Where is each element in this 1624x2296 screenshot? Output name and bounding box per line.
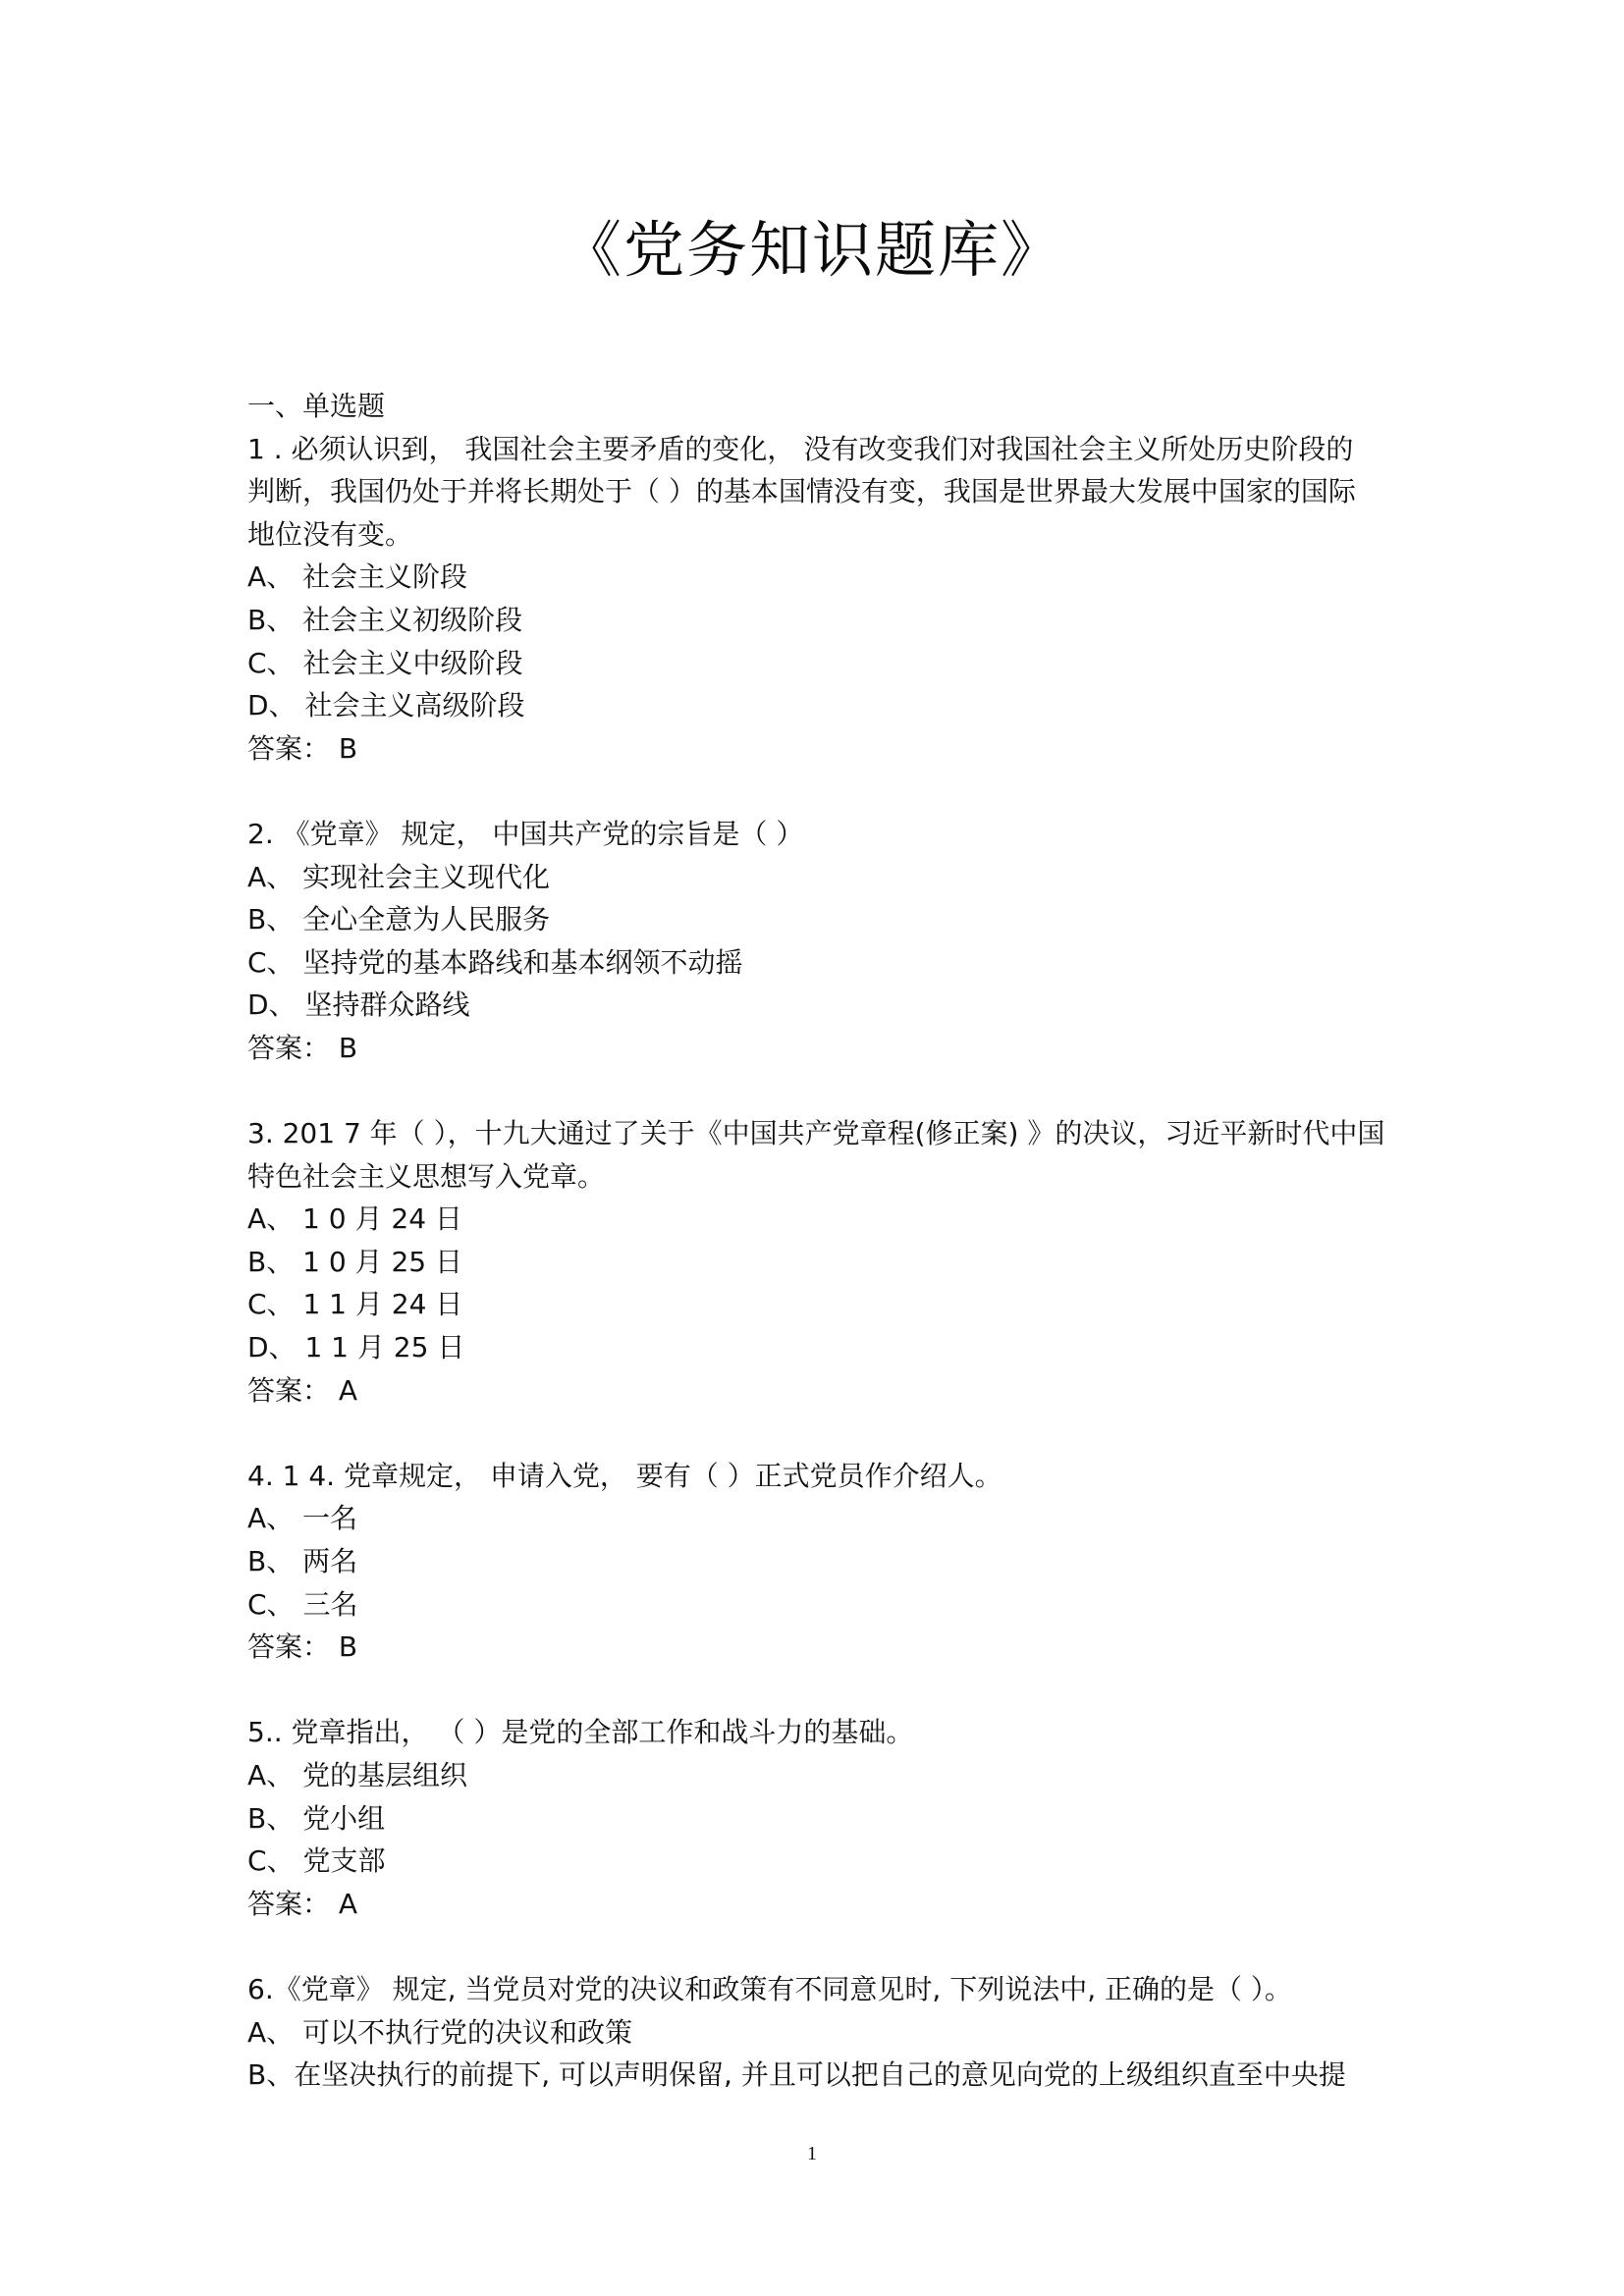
option-a: A、 一名 (247, 1502, 358, 1535)
question-stem-line: 5.. 党章指出， （ ）是党的全部工作和战斗力的基础。 (247, 1716, 914, 1749)
page-number: 1 (807, 2143, 817, 2164)
spacer (247, 1925, 1386, 1968)
question-stem-line: 2. 《党章》 规定， 中国共产党的宗旨是（ ） (247, 817, 804, 850)
option-c: C、 党支部 (247, 1844, 386, 1878)
answer: 答案： B (247, 1031, 358, 1064)
question-stem-line: 6.《党章》 规定, 当党员对党的决议和政策有不同意见时, 下列说法中, 正确的是（ ）。 (247, 1972, 1292, 2005)
question-1 (247, 428, 1386, 771)
question-5 (247, 1711, 1386, 1925)
option-a: A、 社会主义阶段 (247, 561, 468, 594)
option-b: B、 1 0 月 25 日 (247, 1245, 462, 1278)
answer: 答案： A (247, 1887, 358, 1920)
question-stem-line: 1 . 必须认识到， 我国社会主要矛盾的变化， 没有改变我们对我国社会主义所处历史阶段的 (247, 432, 1354, 465)
spacer (247, 1412, 1386, 1455)
answer: 答案： B (247, 1630, 358, 1664)
question-stem-line: 4. 1 4. 党章规定， 申请入党， 要有（ ）正式党员作介绍人。 (247, 1459, 1002, 1492)
question-2 (247, 813, 1386, 1070)
option-b: B、 社会主义初级阶段 (247, 603, 523, 636)
question-stem-line: 特色社会主义思想写入党章。 (247, 1159, 606, 1193)
option-a: A、 实现社会主义现代化 (247, 860, 551, 893)
option-b: B、 党小组 (247, 1801, 386, 1835)
spacer (247, 1070, 1386, 1113)
question-4 (247, 1455, 1386, 1669)
option-a: A、 1 0 月 24 日 (247, 1202, 462, 1236)
option-b: B、 全心全意为人民服务 (247, 903, 551, 936)
answer: 答案： B (247, 731, 358, 765)
spacer (247, 1669, 1386, 1712)
question-bank-content (247, 385, 1386, 2097)
question-stem-line: 判断，我国仍处于并将长期处于（ ）的基本国情没有变，我国是世界最大发展中国家的国际 (247, 475, 1356, 508)
question-6 (247, 1968, 1386, 2097)
page-title: 《党务知识题库》 (560, 214, 1063, 286)
option-c: C、 坚持党的基本路线和基本纲领不动摇 (247, 945, 743, 979)
spacer (247, 770, 1386, 813)
option-b: B、在坚决执行的前提下, 可以声明保留, 并且可以把自己的意见向党的上级组织直至中央提 (247, 2058, 1346, 2092)
option-c: C、 社会主义中级阶段 (247, 646, 523, 679)
option-a: A、 党的基层组织 (247, 1759, 468, 1791)
option-d: D、 1 1 月 25 日 (247, 1331, 465, 1364)
question-stem-line: 地位没有变。 (247, 517, 413, 551)
option-c: C、 1 1 月 24 日 (247, 1288, 463, 1321)
option-c: C、 三名 (247, 1587, 358, 1621)
option-a: A、 可以不执行党的决议和政策 (247, 2015, 633, 2049)
option-b: B、 两名 (247, 1545, 358, 1578)
answer: 答案： A (247, 1373, 358, 1407)
question-stem-line: 3. 201 7 年（ ），十九大通过了关于《中国共产党章程(修正案) 》的决议，习近平新时代中国 (247, 1117, 1385, 1150)
question-3 (247, 1112, 1386, 1412)
option-d: D、 坚持群众路线 (247, 988, 470, 1022)
section-heading: 一、单选题 (247, 390, 386, 422)
option-d: D、 社会主义高级阶段 (247, 689, 525, 722)
